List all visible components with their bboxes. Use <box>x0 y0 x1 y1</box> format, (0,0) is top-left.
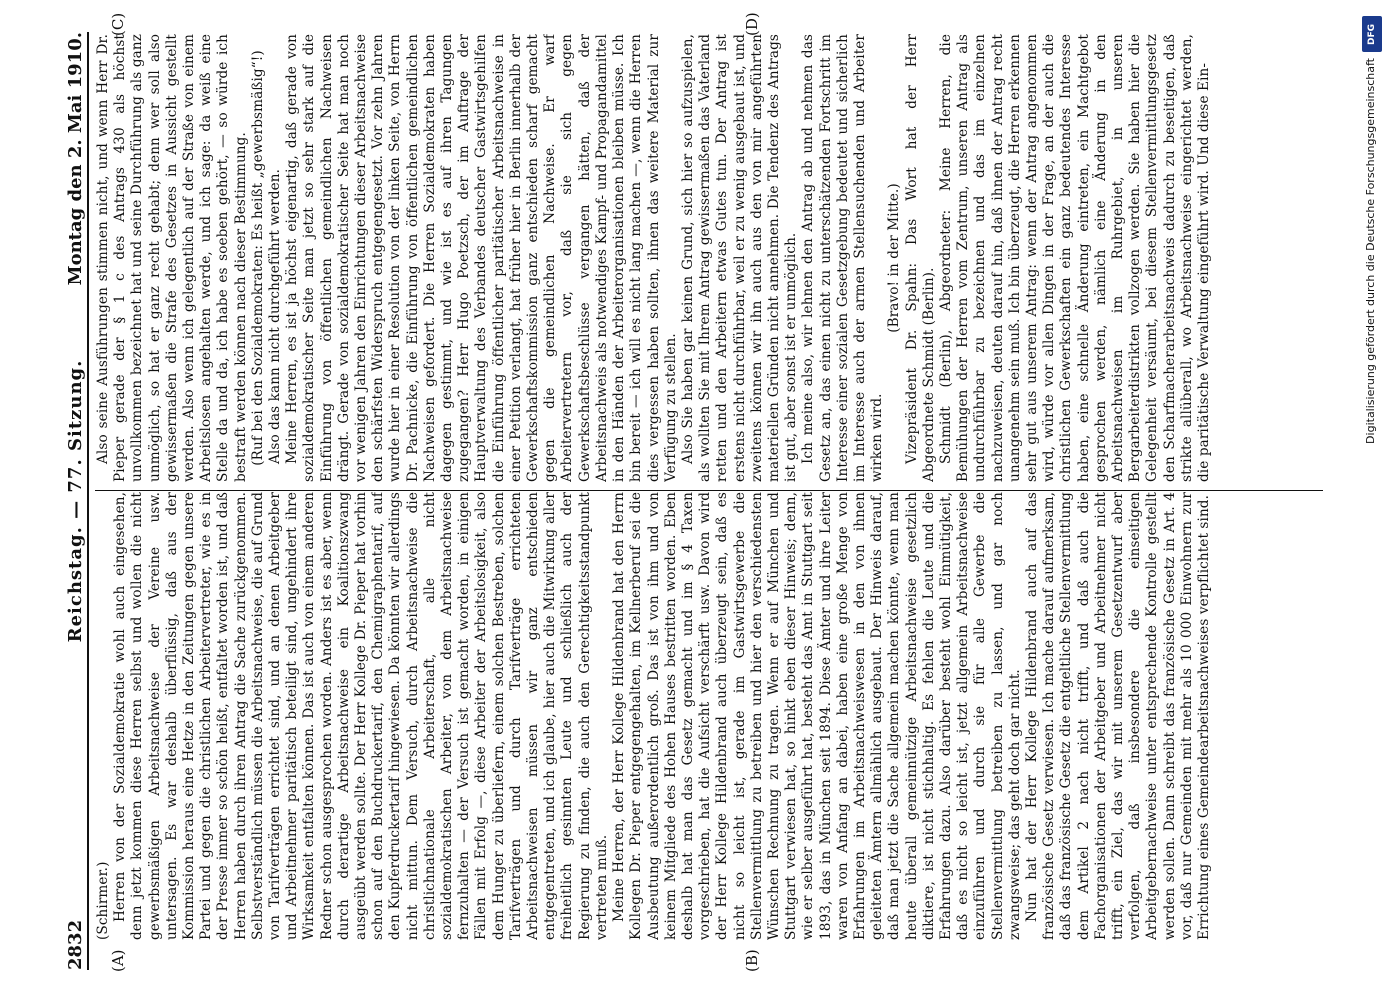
left-column <box>95 492 1323 940</box>
paragraph: Schmidt (Berlin), Abgeordneter: Meine Herren, die Bemühungen der Herren vom Zentrum, unseren Antrag als undurchführbar zu bezeichnen und das im einzelnen nachzuweisen, deuten darauf hin, daß ihnen der Antrag recht unangenehm sein muß. Ich bin überzeugt, die Herren erkennen sehr gut aus unserem Antrag: wenn der Antrag angenommen wird, würde vor allen Dingen in der Frage, an der auch die christlichen Gewerkschaften ein ganz bedeutendes Interesse haben, eine schnelle Änderung eintreten, ein Machtgebot gesprochen werden, nämlich eine Änderung in den Arbeitsnachweisen im Ruhrgebiet, in unseren Bergarbeiterdistrikten vollzogen werden. Sie haben hier die Gelegenheit versäumt, bei diesem Stellenvermittlungsgesetz den Scharfmacherarbeitsnachweis dadurch zu beseitigen, daß strikte allüberall, wo Arbeitsnachweise eingerichtet werden, die paritätische Verwaltung eingeführt wird. Und diese Ein- <box>937 34 1212 482</box>
speaker-note: (Schirmer.) <box>94 861 111 940</box>
digitization-credit <box>1360 16 1383 600</box>
session-date: Montag den 2. Mai 1910. <box>64 32 86 286</box>
dfg-logo: DFG <box>1362 16 1382 52</box>
right-column <box>95 34 1323 482</box>
paragraph: Herren von der Sozialdemokratie wohl auch eingesehen, denn jetzt kommen diese Herren selbst und wollen die nicht gewerbsmäßigen Arbeitsnachweise der Vereine usw. untersagen. Es war deshalb überflüssig, daß aus der Kommission heraus eine Hetze in den Zeitungen gegen unsere Partei und gegen die christlichen Arbeitervertreter, wie es in der Presse immer so schön heißt, entfaltet worden ist, und daß Herren haben durch ihren Antrag die Sache zurückgenommen. Selbstverständlich müssen die Arbeitsnachweise, die auf Grund von Tarifverträgen errichtet sind, und an denen Arbeitgeber und Arbeitnehmer paritätisch beteiligt sind, ungehindert ihre Wirksamkeit entfalten können. Das ist auch von einem anderen Redner schon ausgesprochen worden. Anders ist es aber, wenn durch derartige Arbeitsnachweise ein Koalitionszwang ausgeübt werden sollte. Der Herr Kollege Dr. Pieper hat vorhin schon auf den Buchdruckertarif, den Chemigraphentarif, auf den Kupferdruckertarif hingewiesen. Da könnten wir allerdings nicht mittun. Dem Versuch, durch Arbeitsnachweise die christlichnationale Arbeiterschaft, alle nicht sozialdemokratischen Arbeiter, von dem Arbeitsnachweise fernzuhalten — der Versuch ist gemacht worden, in einigen Fällen mit Erfolg —, diese Arbeiter der Arbeitslosigkeit, also dem Hunger zu überliefern, einem solchen Bestreben, solchen Tarifverträgen und durch Tarifverträge errichteten Arbeitsnachweisen müssen wir ganz entschieden entgegentreten, und ich glaube, hier auch die Mitwirkung aller freiheitlich gesinnten Leute und schließlich auch der Regierung zu finden, die auch den Gerechtigkeitsstandpunkt vertreten muß. <box>111 492 610 940</box>
margin-marker-c: (C) <box>108 12 127 36</box>
margin-marker-b: (B) <box>742 949 761 972</box>
paragraph: Nun hat der Herr Kollege Hildenbrand auch auf das französische Gesetz verwiesen. Ich mache darauf aufmerksam, daß das französische Gesetz die entgeltliche Stellenvermittlung dem Artikel 2 nach nicht trifft, und daß auch die Fachorganisationen der Arbeitgeber und Arbeitnehmer nicht trifft, ein Ziel, das wir mit unserem Gesetzentwurf aber verfolgen, daß insbesondere die einseitigen Arbeitgebernachweise unter entsprechende Kontrolle gestellt werden sollen. Dann schreibt das französische Gesetz in Art. 4 vor, daß nur Gemeinden mit mehr als 10 000 Einwohnern zur Errichtung eines Gemeindearbeitsnachweises verpflichtet sind. <box>1023 492 1212 940</box>
paragraph: Meine Herren, der Herr Kollege Hildenbrand hat den Herrn Kollegen Dr. Pieper entgegengehalten, im Kellnerberuf sei die Ausbeutung außerordentlich groß. Das ist von ihm und von keinem Mitgliede des Hohen Hauses bestritten worden. Eben deshalb hat man das Gesetz gemacht und im § 4 Taxen vorgeschrieben, hat die Aufsicht verschärft usw. Davon wird der Herr Kollege Hildenbrand auch überzeugt sein, daß es nicht so leicht ist, gerade im Gastwirtsgewerbe die Stellenvermittlung zu betreiben und hier den verschiedensten Wünschen Rechnung zu tragen. Wenn er auf München und Stuttgart verwiesen hat, so hinkt eben dieser Hinweis; denn, wie er selber ausgeführt hat, besteht das Amt in Stuttgart seit 1893, das in München seit 1894. Diese Ämter und ihre Leiter waren von Anfang an dabei, haben eine große Menge von Erfahrungen im Arbeitsnachweiswesen in den von ihnen geleiteten Ämtern allmählich ausgebaut. Der Hinweis darauf, daß man jetzt die Sache allgemein machen könnte, wenn man heute überall gemeinnützige Arbeitsnachweise gesetzlich diktiere, ist nicht stichhaltig. Es fehlen die Leute und die Erfahrungen dazu. Also darüber besteht wohl Einmütigkeit, daß es nicht so leicht ist, jetzt allgemein Arbeitsnachweise einzuführen und durch sie für alle Gewerbe die Stellenvermittlung betreiben zu lassen, und gar noch zwangsweise; das geht doch gar nicht. <box>610 492 1023 940</box>
paragraph: Ich meine also, wir lehnen den Antrag ab und nehmen das Gesetz an, das einen nicht zu unterschätzenden Fortschritt im Interesse einer sozialen Gesetzgebung bedeutet und sicherlich im Interesse auch der armen Stellensuchenden und Arbeiter wirken wird. <box>799 34 885 482</box>
column-divider <box>95 490 1323 491</box>
running-title: Reichstag. — 77. Sitzung. <box>64 359 86 643</box>
applause-note: (Bravo! in der Mitte.) <box>885 183 902 333</box>
page-number: 2832 <box>64 919 86 970</box>
document-page <box>47 12 1337 980</box>
paragraph: Also Sie haben gar keinen Grund, sich hier so aufzuspielen, als wollten Sie mit Ihrem Antrag gewissermaßen das Vaterland retten und den Arbeitern etwas Gutes tun. Der Antrag ist erstens nicht durchführbar, weil er zu wenig ausgebaut ist, und zweitens können wir ihn auch aus den von mir angeführten materiellen Gründen nicht annehmen. Die Tendenz des Antrags ist gut, aber sonst ist er unmöglich. <box>679 34 799 482</box>
margin-marker-a: (A) <box>108 949 127 972</box>
interjection: (Ruf bei den Sozialdemokraten: Es heißt „gewerbsmäßig“!) <box>249 50 266 466</box>
paragraph: Also seine Ausführungen stimmen nicht, und wenn Herr Dr. Pieper gerade der § 1 c des Antrags 430 als höchst unvollkommen bezeichnet hat und seine Durchführung als ganz unmöglich, so hat er ganz recht gehabt; denn wer soll also gewissermaßen die Strafe des Gesetzes in Aussicht gestellt werden. Also wenn ich gelegentlich auf der Straße von einem Arbeitslosen angehalten werde, und ich sage: da weiß eine Stelle da und da, ich habe es soeben gehört, — so würde ich bestraft werden können nach dieser Bestimmung. <box>94 34 249 482</box>
margin-marker-d: (D) <box>742 12 761 36</box>
credit-text: Digitalisierung gefördert durch die Deutsche Forschungsgemeinschaft <box>1364 58 1377 444</box>
paragraph: Meine Herren, es ist ja höchst eigenartig, daß gerade von sozialdemokratischer Seite man jetzt so sehr stark auf die Einführung von öffentlichen gemeindlichen Nachweisen drängt. Gerade von sozialdemokratischer Seite hat man noch vor wenigen Jahren den Einrichtungen dieser Arbeitsnachweise den schärfsten Widerspruch entgegengesetzt. Vor zehn Jahren wurde hier in einer Resolution von der linken Seite, von Herrn Dr. Pachnicke, die Einführung von öffentlichen gemeindlichen Nachweisen gefordert. Die Herren Sozialdemokraten haben dagegen gestimmt, und wie ist es auf ihren Tagungen zugegangen? Herr Hugo Poetzsch, der im Auftrage der Hauptverwaltung des Verbandes deutscher Gastwirtsgehilfen die Einführung öffentlicher paritätischer Arbeitsnachweise in einer Petition verlangt, hat früher hier in Berlin innerhalb der Gewerkschaftskommission ganz entschieden scharf gemacht gegen die gemeindlichen Nachweise. Er warf Arbeitervertretern vor, daß sie sich gegen Gewerkschaftsbeschlüsse vergangen hätten, daß der Arbeitsnachweis als notwendiges Kampf- und Propagandamittel in den Händen der Arbeiterorganisationen bleiben müsse. Ich bin bereit — ich will es nicht lang machen —, wenn die Herren dies vergessen haben sollten, ihnen das weitere Material zur Verfügung zu stellen. <box>283 34 679 482</box>
paragraph: Vizepräsident Dr. Spahn: Das Wort hat der Herr Abgeordnete Schmidt (Berlin). <box>903 34 937 482</box>
paragraph: Also das kann nicht durchgeführt werden. <box>266 168 283 464</box>
header-rule <box>87 32 89 970</box>
